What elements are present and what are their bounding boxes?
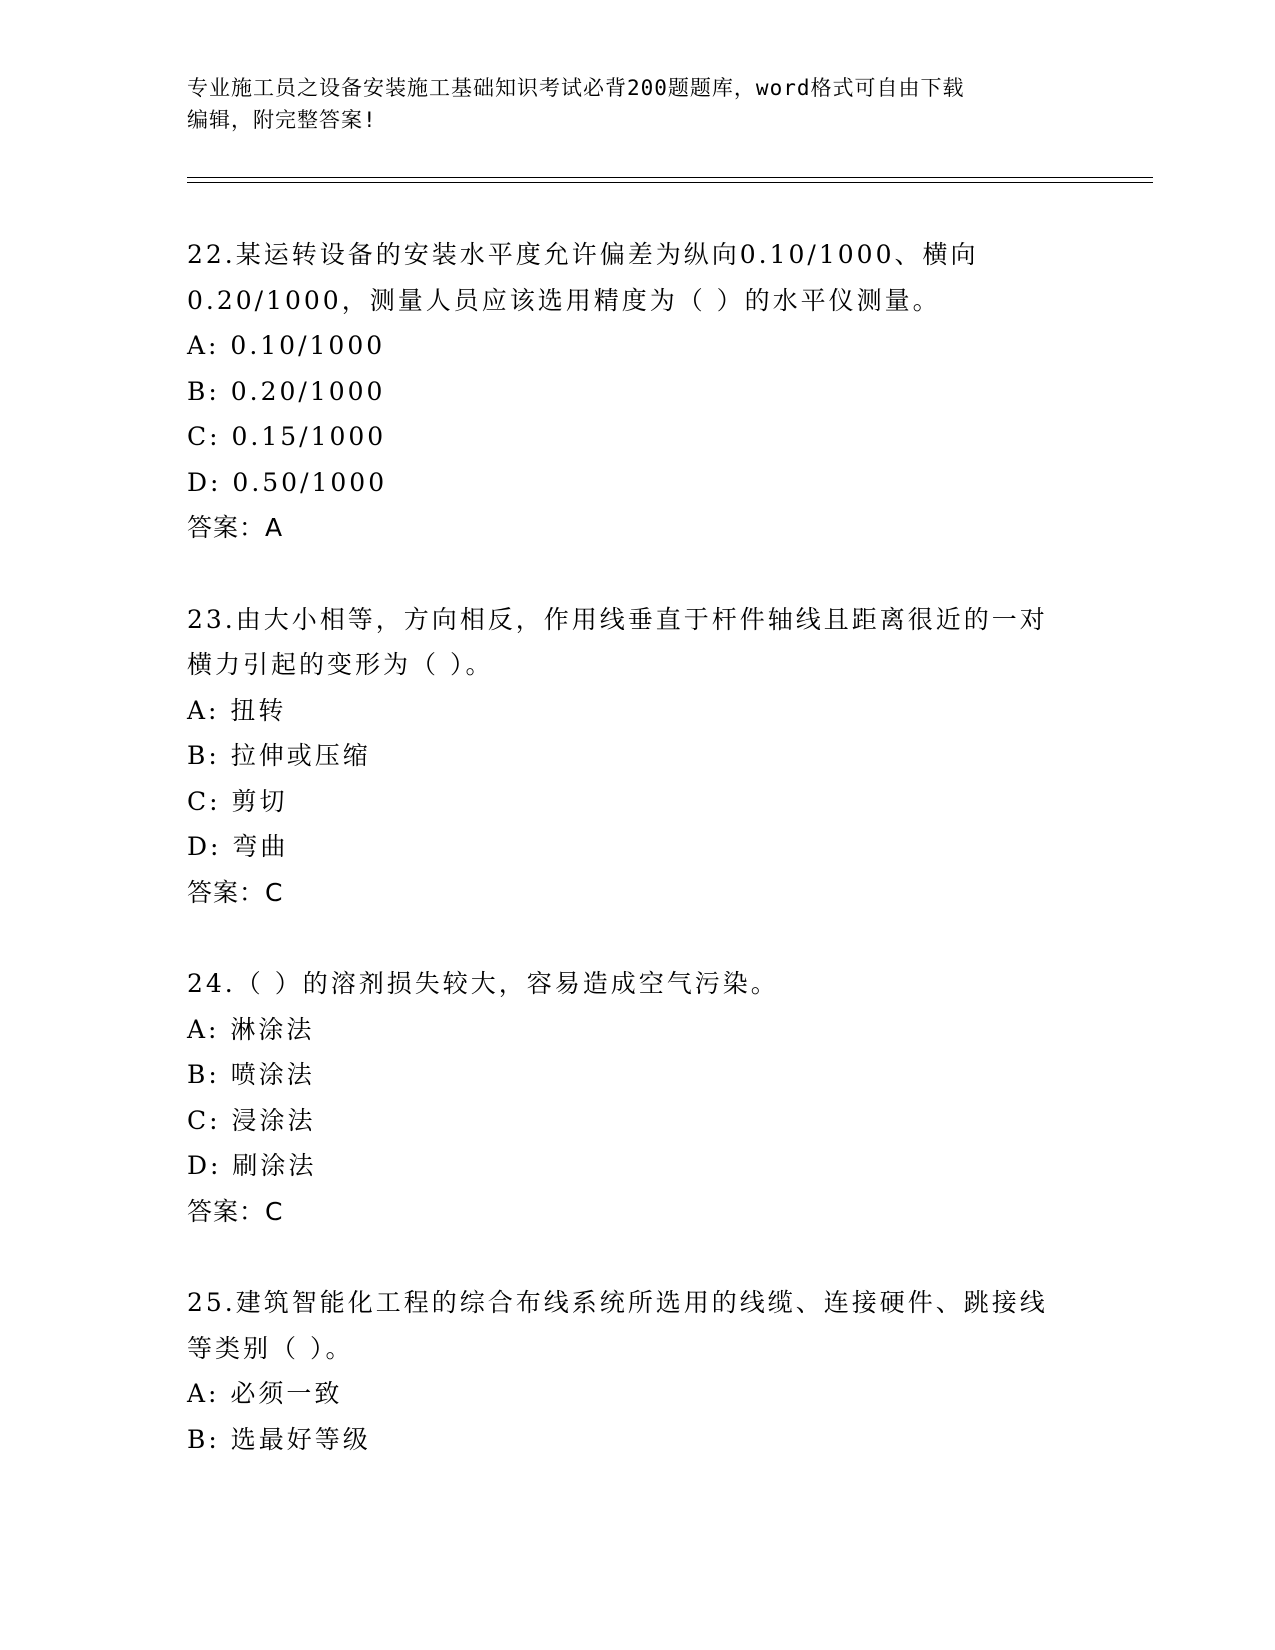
- question-stem-line: 22.某运转设备的安装水平度允许偏差为纵向0.10/1000、横向: [187, 240, 979, 269]
- option-c: C: 0.15/1000: [187, 422, 387, 451]
- header-line-2: 编辑，附完整答案!: [187, 108, 377, 132]
- question-25: [187, 1280, 1087, 1462]
- option-b: B: 拉伸或压缩: [187, 741, 371, 770]
- header-line-1: 专业施工员之设备安装施工基础知识考试必背200题题库，word格式可自由下载: [187, 76, 965, 100]
- option-b: B: 选最好等级: [187, 1424, 371, 1454]
- document-header: [187, 72, 1087, 136]
- option-a: A: 扭转: [187, 695, 287, 725]
- question-stem-line: 等类别（ ）。: [187, 1333, 354, 1363]
- question-list: [187, 232, 1087, 1508]
- option-a: A: 0.10/1000: [187, 331, 386, 360]
- answer: 答案：C: [187, 1196, 284, 1226]
- option-d: D: 刷涂法: [187, 1151, 317, 1180]
- option-b: B: 喷涂法: [187, 1060, 315, 1089]
- question-stem-line: 横力引起的变形为（ ）。: [187, 650, 494, 679]
- option-c: C: 浸涂法: [187, 1105, 316, 1135]
- option-d: D: 0.50/1000: [187, 467, 388, 497]
- question-stem-line: 0.20/1000，测量人员应该选用精度为（ ）的水平仪测量。: [187, 285, 941, 315]
- question-stem-line: 23.由大小相等，方向相反，作用线垂直于杆件轴线且距离很近的一对: [187, 604, 1048, 634]
- question-stem-line: 24.（ ）的溶剂损失较大，容易造成空气污染。: [187, 969, 779, 998]
- option-d: D: 弯曲: [187, 832, 289, 861]
- header-divider-bottom: [187, 182, 1153, 183]
- question-stem-line: 25.建筑智能化工程的综合布线系统所选用的线缆、连接硬件、跳接线: [187, 1288, 1048, 1317]
- option-a: A: 必须一致: [187, 1379, 343, 1408]
- question-23: [187, 597, 1087, 916]
- answer: 答案：C: [187, 877, 284, 907]
- question-22: [187, 232, 1087, 551]
- option-c: C: 剪切: [187, 786, 288, 816]
- answer: 答案：A: [187, 513, 284, 542]
- question-24: [187, 961, 1087, 1234]
- option-a: A: 淋涂法: [187, 1014, 315, 1044]
- option-b: B: 0.20/1000: [187, 376, 386, 406]
- header-divider-top: [187, 177, 1153, 178]
